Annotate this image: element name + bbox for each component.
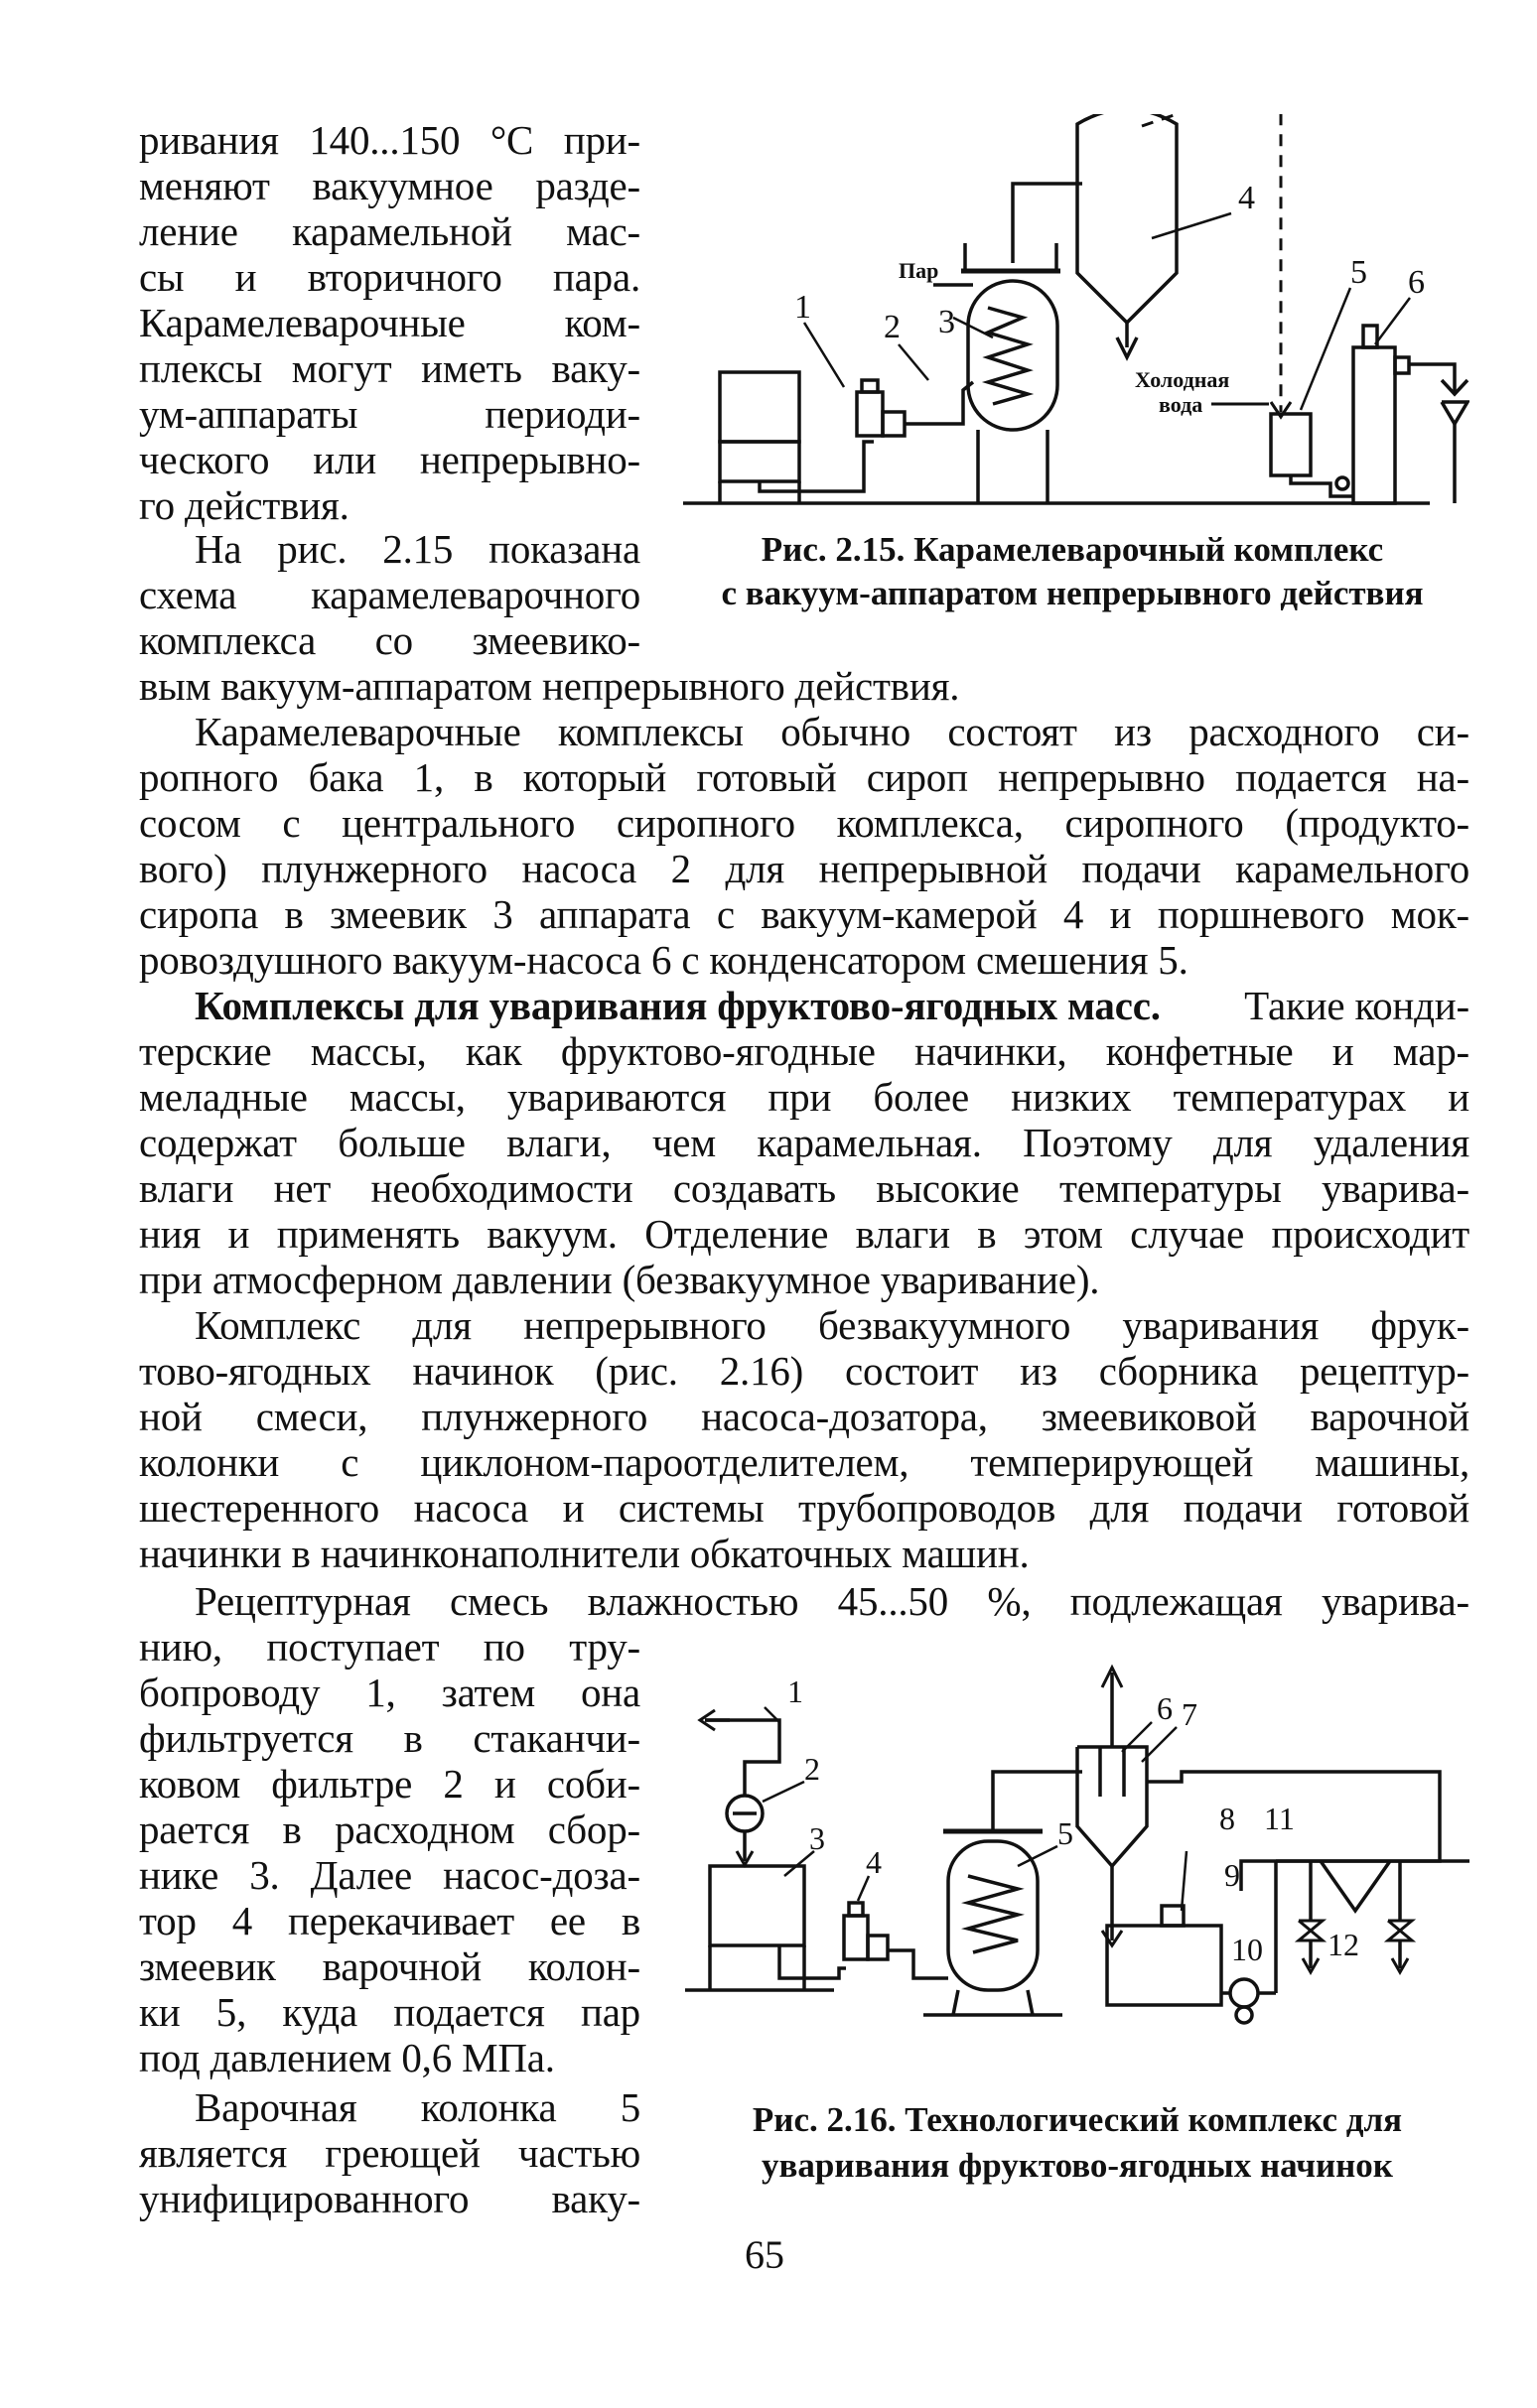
syrup-tank <box>720 372 799 442</box>
fig216-label-4: 4 <box>866 1844 882 1880</box>
text-line: влаги нет необходимости создавать высокие температуры уварива- <box>139 1165 1469 1211</box>
text-line: тор 4 перекачивает ее в <box>139 1898 640 1943</box>
tempering-machine <box>1107 1926 1221 2005</box>
fig215-label-5: 5 <box>1350 254 1367 291</box>
text-fragment: Такие конди- <box>1244 983 1469 1028</box>
fig216-label-1: 1 <box>787 1673 803 1709</box>
fig216-label-12: 12 <box>1327 1927 1359 1962</box>
fig215-label-4: 4 <box>1238 180 1255 216</box>
cyclone-separator <box>1077 1747 1147 1866</box>
section-heading: Комплексы для уваривания фруктово-ягодных масс. <box>195 983 1161 1028</box>
text-line: На рис. 2.15 показана <box>195 526 640 572</box>
text-line: ческого или непрерывно- <box>139 437 640 482</box>
plunger-pump <box>857 392 883 436</box>
fig215-label-steam: Пар <box>899 258 939 283</box>
syrup-tank-base <box>720 442 799 481</box>
text-line: начинки в начинконаполнители обкаточных машин. <box>139 1531 1030 1576</box>
figure-2-15-caption-line-2: с вакуум-аппаратом непрерывного действия <box>721 574 1424 612</box>
fig216-label-8: 8 <box>1219 1801 1235 1836</box>
text-line: ки 5, куда подается пар <box>139 1989 640 2035</box>
text-line: тово-ягодных начинок (рис. 2.16) состоит из сборника рецептур- <box>139 1348 1469 1394</box>
figure-2-16-diagram <box>685 1653 1469 2089</box>
text-line: содержат больше влаги, чем карамельная. Поэтому для удаления <box>139 1120 1469 1165</box>
text-line: ривания 140...150 °С при- <box>139 117 640 163</box>
text-line: змеевик варочной колон- <box>139 1943 640 1989</box>
fig215-label-water: вода <box>1159 392 1203 417</box>
text-line: сиропа в змеевик 3 аппарата с вакуум-камерой 4 и поршневого мок- <box>139 891 1469 937</box>
dosing-pump <box>844 1916 868 1959</box>
text-line: терские массы, как фруктово-ягодные начинки, конфетные и мар- <box>139 1028 1469 1074</box>
text-line: ковом фильтре 2 и соби- <box>139 1761 640 1806</box>
text-line: колонки с циклоном-пароотделителем, темперирующей машины, <box>139 1439 1469 1485</box>
text-line: сосом с центрального сиропного комплекса, сиропного (продукто- <box>139 800 1469 846</box>
text-line: Варочная колонка 5 <box>195 2084 640 2130</box>
text-line: рается в расходном сбор- <box>139 1806 640 1852</box>
fig216-label-2: 2 <box>804 1751 820 1787</box>
fig215-label-2: 2 <box>884 309 901 345</box>
text-line: Комплекс для непрерывного безвакуумного уваривания фрук- <box>195 1302 1469 1348</box>
text-line: схема карамелеварочного <box>139 572 640 617</box>
fig215-label-cold-water: Холодная <box>1135 367 1230 392</box>
fig216-label-9: 9 <box>1224 1857 1240 1893</box>
fig216-label-5: 5 <box>1057 1815 1073 1851</box>
collector-tank <box>710 1866 804 1945</box>
text-line: ум-аппараты периоди- <box>139 391 640 437</box>
text-line: меняют вакуумное разде- <box>139 163 640 208</box>
vacuum-chamber <box>1077 114 1177 323</box>
text-line: сы и вторичного пара. <box>139 254 640 300</box>
text-line: при атмосферном давлении (безвакуумное уваривание). <box>139 1257 1100 1302</box>
coil-icon <box>968 1876 1018 1952</box>
text-line: Рецептурная смесь влажностью 45...50 %, подлежащая уварива- <box>195 1578 1469 1624</box>
text-line: вого) плунжерного насоса 2 для непрерывной подачи карамельного <box>139 846 1469 891</box>
text-line: ровоздушного вакуум-насоса 6 с конденсатором смешения 5. <box>139 937 1188 983</box>
fig215-label-1: 1 <box>794 289 811 326</box>
text-line: меладные массы, увариваются при более низких температурах и <box>139 1074 1469 1120</box>
paragraph-3-first-line <box>195 983 1469 1028</box>
text-line: под давлением 0,6 МПа. <box>139 2035 555 2080</box>
text-line: плексы могут иметь ваку- <box>139 345 640 391</box>
coil-column <box>968 281 1057 430</box>
fig216-label-10: 10 <box>1231 1932 1263 1967</box>
fig216-label-7: 7 <box>1182 1696 1197 1732</box>
text-line: бопроводу 1, затем она <box>139 1670 640 1715</box>
text-line: Карамелеварочные комплексы обычно состоят из расходного си- <box>195 709 1469 754</box>
vacuum-pump <box>1353 347 1395 503</box>
text-line: является греющей частью <box>139 2130 640 2176</box>
fig216-label-11: 11 <box>1264 1801 1295 1836</box>
text-line: нию, поступает по тру- <box>139 1624 640 1670</box>
coil-icon <box>988 308 1028 404</box>
figure-2-15-diagram <box>675 114 1469 531</box>
text-line: вым вакуум-аппаратом непрерывного действия. <box>139 663 960 709</box>
text-line: ление карамельной мас- <box>139 208 640 254</box>
text-line: ропного бака 1, в который готовый сироп непрерывно подается на- <box>139 754 1469 800</box>
text-line: ной смеси, плунжерного насоса-дозатора, змеевиковой варочной <box>139 1394 1469 1439</box>
fig215-label-3: 3 <box>938 304 955 340</box>
text-line: шестеренного насоса и системы трубопроводов для подачи готовой <box>139 1485 1469 1531</box>
figure-2-16-caption-line-2: уваривания фруктово-ягодных начинок <box>762 2146 1393 2185</box>
gear-pump <box>1230 1979 1258 2007</box>
figure-2-16-caption-line-1: Рис. 2.16. Технологический комплекс для <box>752 2100 1403 2139</box>
text-line: Карамелеварочные ком- <box>139 300 640 345</box>
fig215-label-6: 6 <box>1408 264 1425 301</box>
text-line: фильтруется в стаканчи- <box>139 1715 640 1761</box>
text-line: нике 3. Далее насос-доза- <box>139 1852 640 1898</box>
fig216-label-6: 6 <box>1157 1690 1173 1726</box>
text-line: унифицированного ваку- <box>139 2176 640 2221</box>
text-line: ния и применять вакуум. Отделение влаги в этом случае происходит <box>139 1211 1469 1257</box>
text-line: комплекса со змеевико- <box>139 617 640 663</box>
figure-2-15-caption-line-1: Рис. 2.15. Карамелеварочный комплекс <box>761 530 1384 569</box>
fig216-label-3: 3 <box>809 1820 825 1856</box>
page-number: 65 <box>745 2232 784 2277</box>
mixing-condenser <box>1271 414 1311 475</box>
text-line: го действия. <box>139 482 349 528</box>
